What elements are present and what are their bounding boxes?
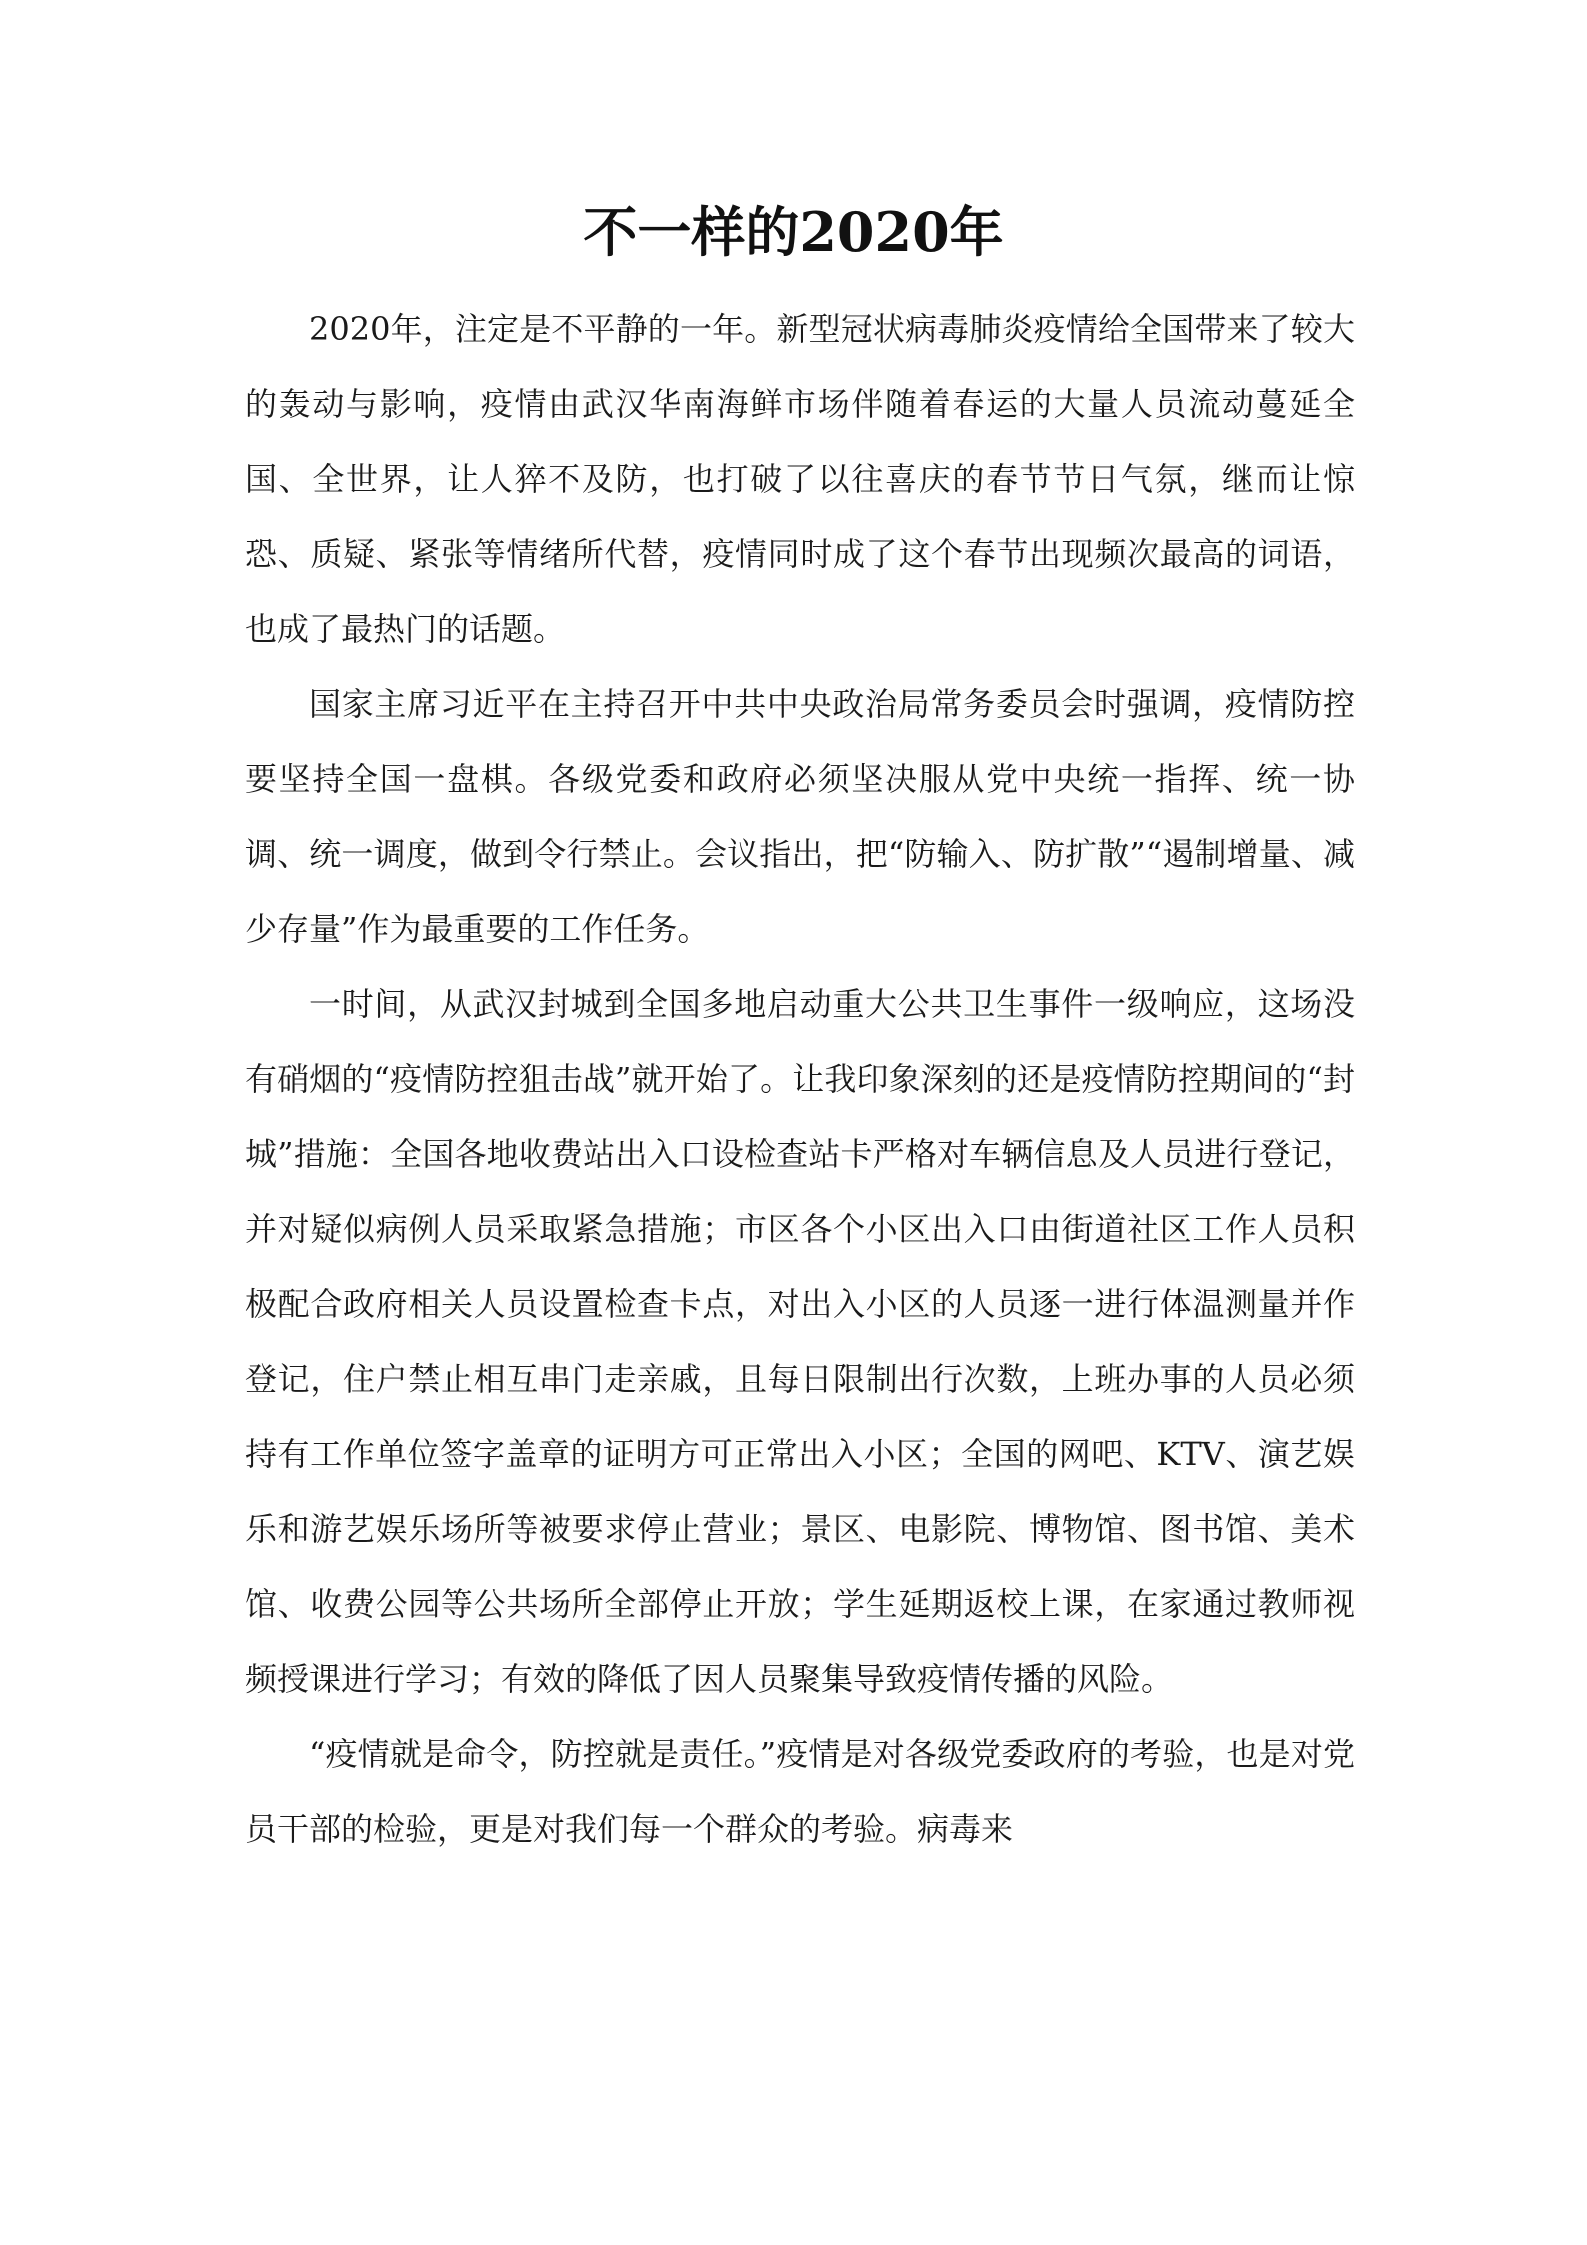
document-title: 不一样的2020年 bbox=[583, 200, 1004, 264]
paragraph-2: 国家主席习近平在主持召开中共中央政治局常务委员会时强调，疫情防控要坚持全国一盘棋。各级党委和政府必须坚决服从党中央统一指挥、统一协调、统一调度，做到令行禁止。会议指出，把“防输入、防扩散”“遏制增量、减少存量”作为最重要的工作任务。 bbox=[245, 685, 1355, 948]
document-body bbox=[245, 292, 1355, 1867]
paragraph-4: “疫情就是命令，防控就是责任。”疫情是对各级党委政府的考验，也是对党员干部的检验，更是对我们每一个群众的考验。病毒来 bbox=[245, 1735, 1355, 1848]
paragraph-3: 一时间，从武汉封城到全国多地启动重大公共卫生事件一级响应，这场没有硝烟的“疫情防控狙击战”就开始了。让我印象深刻的还是疫情防控期间的“封城”措施：全国各地收费站出入口设检查站卡严格对车辆信息及人员进行登记，并对疑似病例人员采取紧急措施；市区各个小区出入口由街道社区工作人员积极配合政府相关人员设置检查卡点，对出入小区的人员逐一进行体温测量并作登记，住户禁止相互串门走亲戚，且每日限制出行次数，上班办事的人员必须持有工作单位签字盖章的证明方可正常出入小区；全国的网吧、KTV、演艺娱乐和游艺娱乐场所等被要求停止营业；景区、电影院、博物馆、图书馆、美术馆、收费公园等公共场所全部停止开放；学生延期返校上课，在家通过教师视频授课进行学习；有效的降低了因人员聚集导致疫情传播的风险。 bbox=[245, 985, 1355, 1698]
paragraph-1: 2020年，注定是不平静的一年。新型冠状病毒肺炎疫情给全国带来了较大的轰动与影响，疫情由武汉华南海鲜市场伴随着春运的大量人员流动蔓延全国、全世界，让人猝不及防，也打破了以往喜庆的春节节日气氛，继而让惊恐、质疑、紧张等情绪所代替，疫情同时成了这个春节出现频次最高的词语，也成了最热门的话题。 bbox=[245, 310, 1355, 648]
